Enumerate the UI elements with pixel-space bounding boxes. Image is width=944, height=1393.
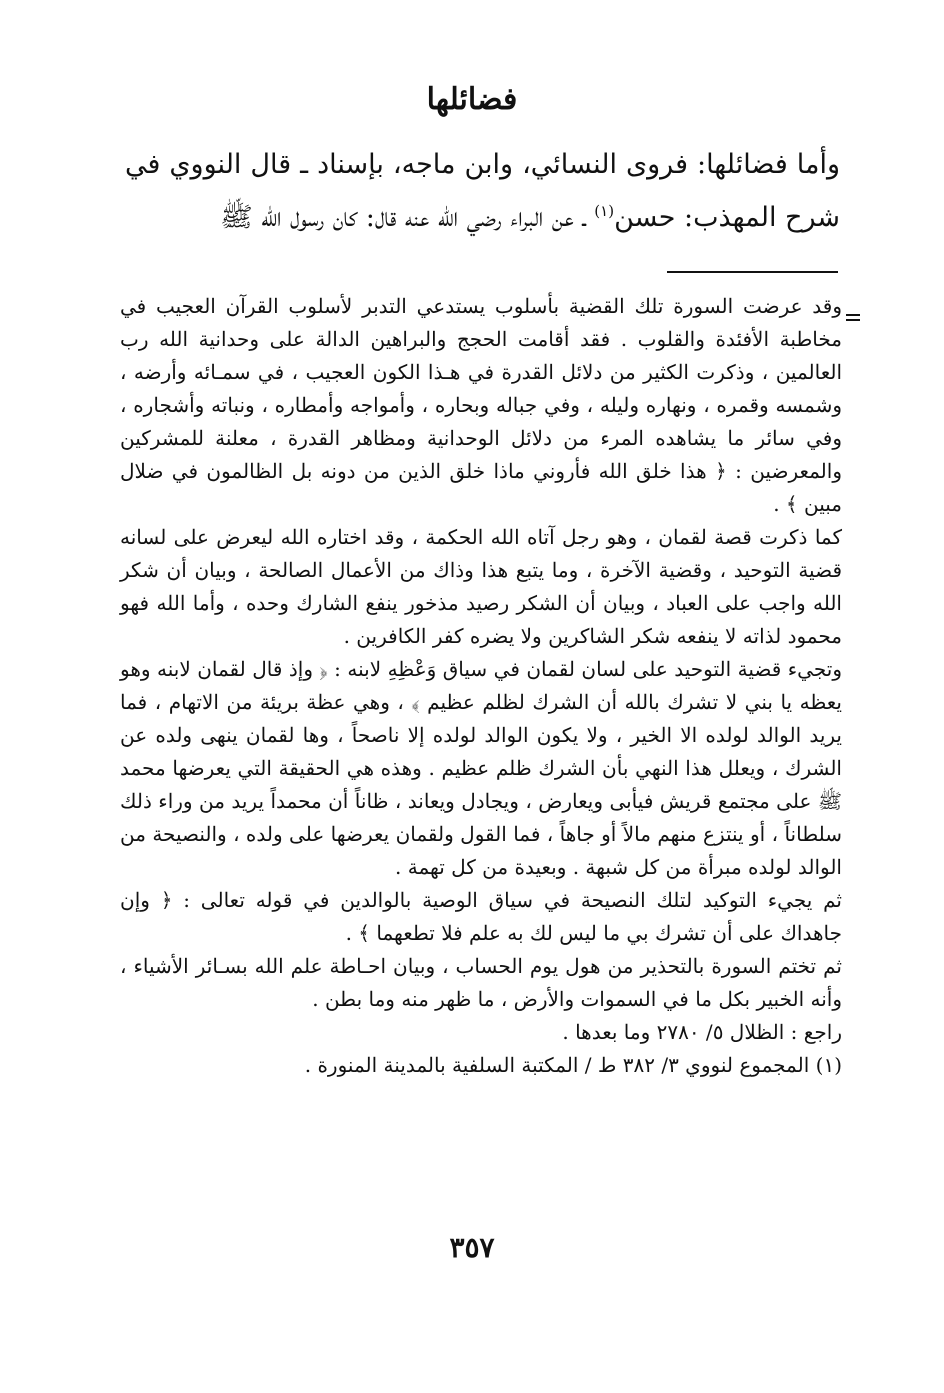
section-heading: فضائلها bbox=[426, 82, 518, 117]
footnote-paragraph-tawheed: وتجيء قضية التوحيد على لسان لقمان في سياق وَعْظِهِ لابنه : ﴿ وإذ قال لقمان لابنه وهو يعظه يا بني لا تشرك بالله أن الشرك لظلم عظيم ﴾ ، وهي عظة بريئة من الاتهام ، فما يريد الوالد لولده الا الخير ، ولا يكون الوالد لولده إلا ناصحاً ، وها لقمان ينهى ولده عن الشرك ، ويعلل هذا النهي بأن الشرك ظلم عظيم . وهذه هي الحقيقة التي يعرضها محمد ﷺ على مجتمع قريش فيأبى ويعارض ، ويجادل ويعاند ، ظاناً أن محمداً يريد من وراء ذلك سلطاناً ، أو ينتزع منهم مالاً أو جاهاً ، فما القول ولقمان يعرضها على ولده ، والنصيحة من الوالد لولده مبرأة من كل شبهة . وبعيدة من كل تهمة . bbox=[120, 657, 842, 879]
footnotes-section bbox=[120, 290, 842, 1082]
footnote-separator-line bbox=[667, 271, 838, 273]
footnote-paragraph-parents: ثم يجيء التوكيد لتلك النصيحة في سياق الوصية بالوالدين في قوله تعالى : ﴿ وإن جاهداك على أن تشرك بي ما ليس لك به علم فلا تطعهما ﴾ . bbox=[120, 888, 842, 945]
footnote-paragraph-conclusion: ثم تختم السورة بالتحذير من هول يوم الحساب ، وبيان احـاطة علم الله بسـائر الأشياء ، وأنه الخبير بكل ما في السموات والأرض ، ما ظهر منه وما بطن . bbox=[120, 954, 842, 1011]
footnote-reference: (١) bbox=[594, 202, 615, 220]
footnote-paragraph-luqman-story: كما ذكرت قصة لقمان ، وهو رجل آتاه الله الحكمة ، وقد اختاره الله ليعرض على لسانه قضية التوحيد ، وقضية الآخرة ، وما يتبع هذا وذاك من الأعمال الصالحة ، وبيان أن شكر الله واجب على العباد ، وبيان أن الشكر رصيد مذخور ينفع الشارك وحده ، وأما الله فهو محمود لذاته لا ينفعه شكر الشاكرين ولا يضره كفر الكافرين . bbox=[120, 525, 842, 648]
footnote-1-majmu: (١) المجموع لنووي ٣/ ٣٨٢ ط / المكتبة السلفية بالمدينة المنورة . bbox=[304, 1053, 842, 1077]
main-text-end: ـ عن البراء رضي الله عنه قال: كان رسول الله ﷺ bbox=[220, 202, 595, 233]
main-text-start: وأما فضائلها: فروى النسائي، وابن ماجه، بإسناد ـ قال النووي في شرح المهذب: حسن bbox=[125, 149, 840, 233]
footnote-continuation-mark bbox=[846, 314, 860, 316]
page-number: ٣٥٧ bbox=[449, 1231, 495, 1264]
footnote-reference-zilal: راجع : الظلال ٥/ ٢٧٨٠ وما بعدها . bbox=[562, 1020, 842, 1044]
main-body-text bbox=[125, 138, 840, 244]
footnote-paragraph-sura-arguments: وقد عرضت السورة تلك القضية بأسلوب يستدعي التدبر لأسلوب القرآن العجيب في مخاطبة الأفئدة والقلوب . فقد أقامت الحجج والبراهين الدالة على وحدانية الله رب العالمين ، وذكرت الكثير من دلائل القدرة في هـذا الكون العجيب ، في سمـائه وأرضه ، وشمسه وقمره ، ونهاره وليله ، وفي جباله وبحاره ، وأمواجه وأمطاره ، ونباته وأشجاره ، وفي سائر ما يشاهده المرء من دلائل الوحدانية ومظاهر القدرة ، معلنة للمشركين والمعرضين : ﴿ هذا خلق الله فأروني ماذا خلق الذين من دونه بل الظالمون في ضلال مبين ﴾ . bbox=[120, 294, 842, 516]
